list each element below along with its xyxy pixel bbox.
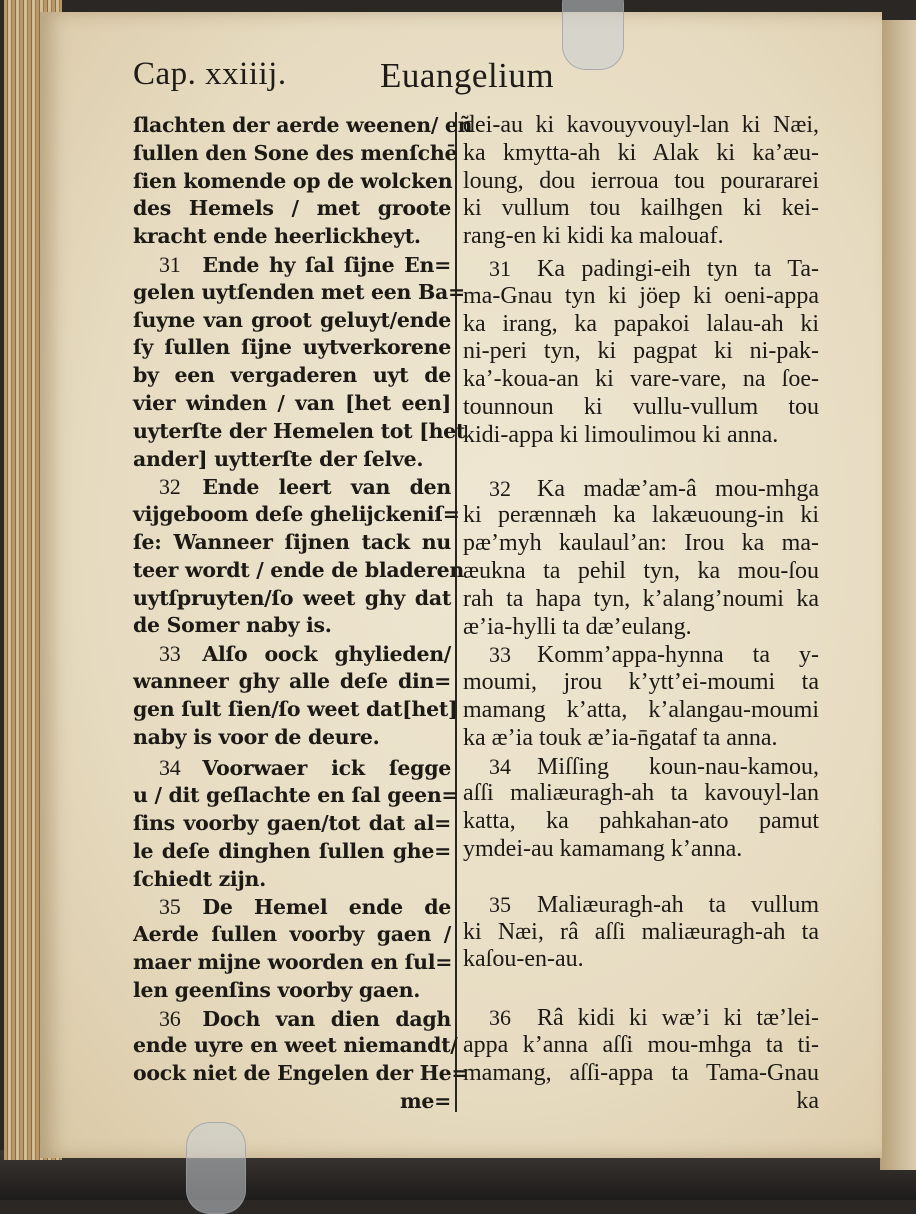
text-line	[133, 696, 458, 724]
formosan-text-column	[463, 112, 819, 1115]
verse	[133, 893, 451, 1004]
text-line	[133, 724, 451, 752]
text-line	[463, 780, 819, 808]
text-line	[463, 283, 819, 311]
text-line	[463, 475, 819, 503]
line-text: mamang k’atta, k’alangau-moumi	[463, 696, 819, 723]
text-line	[463, 753, 819, 781]
text-line	[463, 891, 819, 919]
text-line	[133, 418, 466, 446]
text-line	[133, 168, 451, 196]
verse-number: 36	[159, 1005, 181, 1031]
text-line	[133, 140, 458, 168]
text-line	[133, 640, 451, 668]
text-line	[133, 1005, 451, 1033]
line-text: æukna ta pehil tyn, ka mou-ſou	[463, 557, 819, 584]
line-text: ki vullum tou kailhgen ki kei-	[463, 195, 819, 222]
line-text: uytſpruyten/ſo weet ghy dat	[133, 585, 451, 610]
line-text: dei-au ki kavouyvouyl-lan ki Næi,	[463, 112, 819, 138]
line-text: loung, dou ierroua tou pourararei	[463, 167, 819, 194]
line-text: katta, ka pahkahan-ato pamut	[463, 808, 819, 835]
text-line	[133, 557, 464, 585]
line-text: ki perænnæh ka lakæuoung-in ki	[463, 502, 819, 529]
line-text: Miſſing koun-nau-kamou,	[537, 753, 819, 780]
line-text: ſlachten der aerde weenen/ eñ	[133, 113, 473, 137]
line-text: ander] uytterſte der ſelve.	[133, 446, 424, 471]
line-text: Ka padingi-eih tyn ta Ta-	[537, 255, 819, 282]
line-text: aſſi maliæuragh-ah ta kavouyl-lan	[463, 780, 819, 807]
text-line	[133, 668, 451, 696]
text-line	[133, 754, 451, 782]
text-line	[133, 1060, 469, 1088]
text-line	[463, 836, 819, 864]
line-text: ka	[796, 1087, 819, 1114]
text-line	[463, 112, 819, 140]
line-text: len geenſins voorby gaen.	[133, 977, 421, 1002]
running-head-title: Euangelium	[380, 56, 555, 95]
text-line	[133, 195, 451, 223]
verse-number: 35	[489, 891, 511, 917]
line-text: gelen uytſenden met een Ba=	[133, 279, 465, 304]
line-text: tounnoun ki vullu-vullum tou	[463, 393, 819, 420]
line-text: Maliæuragh-ah ta vullum	[537, 891, 819, 918]
text-line	[133, 612, 451, 640]
verse-number: 35	[159, 894, 181, 920]
line-text: le deſe dinghen ſullen ghe=	[133, 838, 451, 863]
line-text: æ’ia-hylli ta dæ’eulang.	[463, 613, 692, 640]
line-text: rah ta hapa tyn, k’alang’noumi ka	[463, 585, 819, 612]
text-line	[463, 808, 819, 836]
line-text: ſuyne van groot geluyt/ende	[133, 307, 451, 332]
line-text: teer wordt / ende de bladeren	[133, 557, 464, 582]
line-text: uyterſte der Hemelen tot [het	[133, 418, 466, 443]
verse	[133, 640, 458, 751]
line-text: ka æ’ia touk æ’ia-n̄gataf ta anna.	[463, 724, 778, 751]
verse	[463, 753, 819, 864]
text-line	[463, 1060, 819, 1088]
facing-page-edge	[880, 20, 916, 1170]
line-text: Alſo oock ghylieden/	[202, 642, 451, 667]
text-line	[133, 251, 451, 279]
text-line	[133, 1088, 451, 1116]
verse-number: 33	[159, 641, 181, 667]
running-head-chapter: Cap. xxiiij.	[133, 56, 287, 92]
line-text: ſe: Wanneer ſijnen tack nu	[133, 529, 451, 554]
text-line	[133, 390, 451, 418]
line-text: maer mijne woorden en ſul=	[133, 949, 453, 974]
line-text: de Somer naby is.	[133, 613, 332, 638]
verse-number: 36	[489, 1005, 511, 1031]
verse-number: 34	[489, 753, 511, 779]
text-line	[463, 641, 819, 669]
text-line	[133, 279, 465, 307]
line-text: ma-Gnau tyn ki jöep ki oeni-appa	[463, 282, 819, 309]
text-line	[463, 195, 819, 223]
verse	[463, 641, 819, 752]
verse-number: 32	[159, 474, 181, 500]
text-line	[133, 223, 451, 251]
line-text: u / dit geſlachte en ſal geen=	[133, 783, 459, 808]
line-text: De Hemel ende de	[202, 895, 451, 920]
line-text: ſy ſullen ſijne uytverkorene	[133, 335, 451, 360]
verse	[133, 473, 464, 640]
text-line	[463, 558, 819, 586]
text-line	[133, 921, 451, 949]
line-text: gen ſult ſien/ſo weet dat[het]	[133, 696, 458, 721]
text-line	[133, 529, 451, 557]
text-line	[463, 586, 819, 614]
text-line	[133, 307, 451, 335]
text-line	[463, 366, 819, 394]
verse	[463, 255, 819, 450]
line-text: ſchiedt zijn.	[133, 866, 266, 891]
dutch-text-column	[133, 112, 473, 1116]
line-text: ſien komende op de wolcken	[133, 168, 453, 193]
text-line	[463, 530, 819, 558]
line-text: vijgeboom deſe ghelijckeniſ=	[133, 502, 460, 527]
text-line	[133, 446, 451, 474]
line-text: Ende hy ſal ſijne En=	[202, 252, 451, 277]
verse-number: 33	[489, 642, 511, 668]
text-line	[133, 1032, 458, 1060]
line-text: Ende leert van den	[202, 475, 451, 500]
verse	[463, 891, 819, 974]
line-text: ymdei-au kamamang k’anna.	[463, 835, 743, 862]
verse	[463, 475, 819, 642]
line-text: Aerde ſullen voorby gaen /	[133, 922, 451, 947]
text-line	[463, 338, 819, 366]
line-text: Ka madæ’am-â mou-mhga	[537, 475, 819, 502]
text-line	[463, 223, 819, 251]
line-text: pæ’myh kaulaul’an: Irou ka ma-	[463, 530, 819, 557]
page-clip-bottom	[186, 1122, 246, 1214]
line-text: ni-peri tyn, ki pagpat ki ni-pak-	[463, 338, 819, 365]
line-text: kidi-appa ki limoulimou ki anna.	[463, 421, 779, 448]
text-line	[133, 501, 460, 529]
text-line	[463, 422, 819, 450]
line-text: Voorwaer ick ſegge	[202, 756, 451, 781]
verse	[133, 251, 466, 473]
text-line	[463, 697, 819, 725]
line-text: Râ kidi ki wæ’i ki tæ’lei-	[537, 1005, 819, 1032]
line-text: moumi, jrou k’ytt’ei-moumi ta	[463, 669, 819, 696]
verse-number: 34	[159, 755, 181, 781]
column-divider	[455, 112, 457, 1112]
verse	[463, 112, 819, 251]
text-line	[463, 255, 819, 283]
line-text: naby is voor de deure.	[133, 724, 380, 749]
text-line	[133, 112, 473, 140]
text-line	[463, 1032, 819, 1060]
text-line	[133, 949, 451, 977]
line-text: me=	[399, 1088, 451, 1113]
line-text: mamang, aſſi-appa ta Tama-Gnau	[463, 1059, 819, 1086]
line-text: ka irang, ka papakoi lalau-ah ki	[463, 310, 819, 337]
text-line	[133, 810, 451, 838]
line-text: ki Næi, râ aſſi maliæuragh-ah ta	[463, 918, 819, 945]
line-text: des Hemels / met groote	[133, 196, 451, 221]
line-text: kracht ende heerlickheyt.	[133, 224, 421, 249]
text-line	[133, 866, 451, 894]
line-text: by een vergaderen uyt de	[133, 363, 451, 388]
verse	[133, 112, 473, 251]
text-line	[463, 919, 819, 947]
text-line	[463, 168, 819, 196]
text-line	[133, 838, 451, 866]
text-line	[133, 362, 451, 390]
text-line	[463, 1088, 819, 1116]
text-line	[463, 614, 819, 642]
text-line	[463, 394, 819, 422]
text-line	[463, 1004, 819, 1032]
line-text: ka’-koua-an ki vare-vare, na ſoe-	[463, 366, 819, 393]
line-text: ſullen den Sone des menſchē	[133, 140, 458, 165]
text-line	[133, 893, 451, 921]
text-line	[463, 946, 819, 974]
text-line	[133, 473, 451, 501]
line-text: ſins voorby gaen/tot dat al=	[133, 810, 451, 835]
page-clip-top	[562, 0, 624, 70]
line-text: ka kmytta-ah ki Alak ki ka’æu-	[463, 139, 819, 166]
line-text: Doch van dien dagh	[202, 1006, 451, 1031]
line-text: rang-en ki kidi ka malouaf.	[463, 223, 724, 250]
text-line	[463, 140, 819, 168]
text-line	[133, 977, 451, 1005]
text-line	[463, 502, 819, 530]
verse	[133, 1005, 469, 1116]
line-text: kaſou-en-au.	[463, 946, 584, 973]
verse	[463, 1004, 819, 1115]
line-text: oock niet de Engelen der He=	[133, 1061, 469, 1086]
verse-number: 31	[159, 251, 181, 277]
verse	[133, 754, 459, 893]
text-line	[133, 585, 451, 613]
verse-number: 31	[489, 255, 511, 281]
text-line	[133, 334, 451, 362]
text-line	[463, 669, 819, 697]
text-line	[463, 725, 819, 753]
text-line	[463, 311, 819, 339]
line-text: wanneer ghy alle deſe din=	[133, 668, 451, 693]
line-text: vier winden / van [het een]	[133, 390, 451, 415]
text-line	[133, 782, 459, 810]
line-text: Komm’appa-hynna ta y-	[537, 642, 819, 669]
line-text: appa k’anna aſſi mou-mhga ta ti-	[463, 1031, 819, 1058]
line-text: ende uyre en weet niemandt/	[133, 1033, 458, 1058]
verse-number: 32	[489, 475, 511, 501]
